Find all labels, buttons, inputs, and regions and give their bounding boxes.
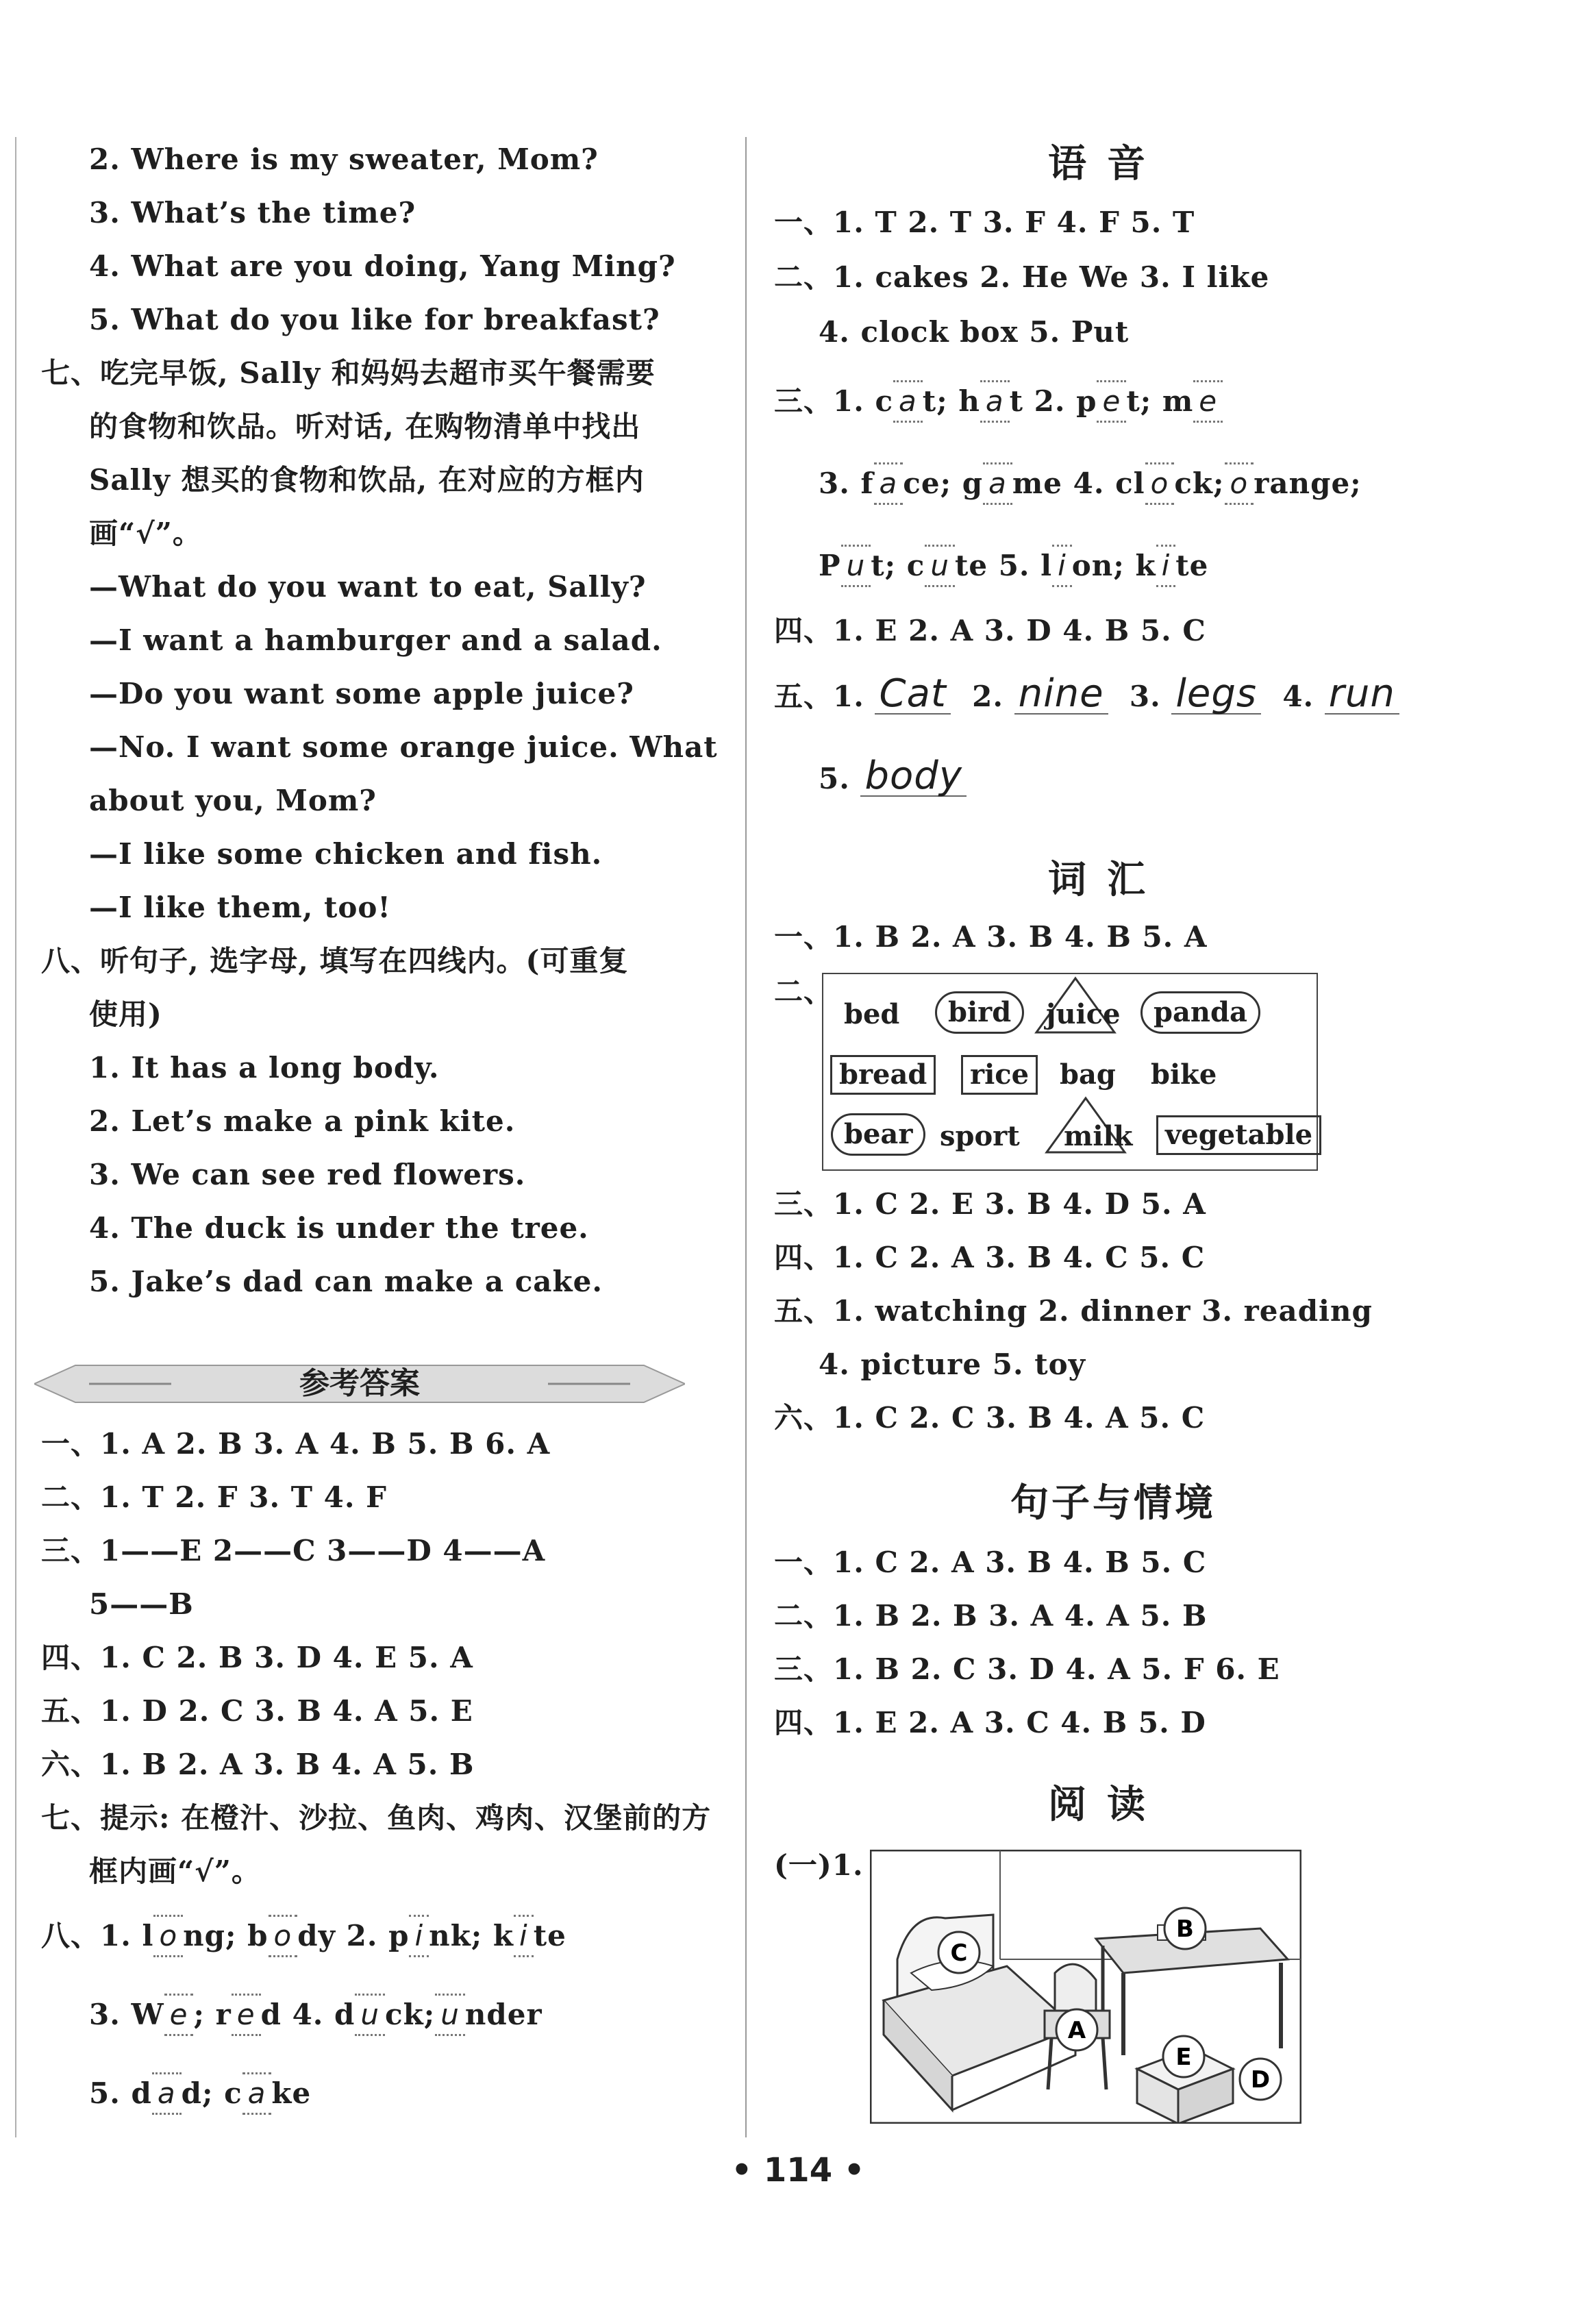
listening-line: 5. What do you like for breakfast?: [89, 303, 660, 336]
vocab-line: 二、: [774, 975, 834, 1008]
vocab-line: 六、1. C 2. C 3. B 4. A 5. C: [774, 1401, 1206, 1435]
phonics-text: t 2. p: [1009, 384, 1097, 418]
phonics-text: ck;: [1174, 467, 1225, 500]
vocab-title: 词汇: [1048, 858, 1166, 902]
q8-fill: e: [164, 1994, 194, 2036]
phonics-fill: a: [980, 380, 1010, 423]
q8-fill: a: [152, 2072, 182, 2115]
listening-line: 2. Where is my sweater, Mom?: [89, 142, 599, 176]
answer-q8-row3: [89, 2072, 311, 2115]
answer-line: 七、提示: 在橙汁、沙拉、鱼肉、鸡肉、汉堡前的方: [41, 1801, 712, 1835]
q8-text: d; c: [181, 2076, 242, 2110]
vocab-word-triangled: milk: [1064, 1120, 1133, 1152]
sentences-line: 一、1. C 2. A 3. B 4. B 5. C: [774, 1546, 1207, 1579]
q8-text: dy 2. p: [297, 1919, 410, 1952]
reading-line: (一)1.: [774, 1848, 864, 1882]
q8-fill: e: [232, 1994, 261, 2036]
room-illustration: [870, 1850, 1301, 2124]
label-d: D: [1250, 2066, 1271, 2094]
answer-q8-row2: [89, 1994, 543, 2036]
listening-line: 4. What are you doing, Yang Ming?: [89, 249, 676, 283]
phonics-fill: e: [1193, 380, 1223, 423]
phonics-fill: o: [1145, 462, 1175, 505]
sentences-line: 四、1. E 2. A 3. C 4. B 5. D: [774, 1706, 1206, 1739]
answers-title: 参考答案: [299, 1366, 420, 1401]
q8-text: ck;: [385, 1998, 436, 2031]
sentences-line: 二、1. B 2. B 3. A 4. A 5. B: [774, 1599, 1208, 1633]
answer-line: 一、1. A 2. B 3. A 4. B 5. B 6. A: [41, 1427, 551, 1461]
listening-line: —No. I want some orange juice. What: [89, 730, 718, 764]
q8-fill: u: [355, 1994, 385, 2036]
phonics-text: 3.: [1129, 680, 1161, 713]
phonics-line: 二、1. cakes 2. He We 3. I like: [774, 260, 1270, 294]
phonics-text: te: [1175, 549, 1209, 582]
phonics-text: t; h: [922, 384, 980, 418]
vocab-word-circled: bear: [831, 1113, 925, 1156]
vocab-word: bed: [844, 998, 900, 1030]
answer-line: 五、1. D 2. C 3. B 4. A 5. E: [41, 1694, 473, 1728]
phonics-q3-row2: [819, 462, 1362, 505]
listening-line: —What do you want to eat, Sally?: [89, 570, 647, 604]
phonics-fill: u: [925, 545, 955, 587]
q8-text: te: [533, 1919, 566, 1952]
label-e: E: [1175, 2044, 1192, 2071]
phonics-line: 4. clock box 5. Put: [819, 315, 1130, 349]
label-b: B: [1176, 1915, 1194, 1943]
vocab-line: 一、1. B 2. A 3. B 4. B 5. A: [774, 920, 1208, 954]
vocab-word-triangled: juice: [1046, 998, 1121, 1030]
handwritten-answer: run: [1325, 675, 1399, 715]
q8-text: 5. d: [89, 2076, 152, 2110]
phonics-text: 5.: [819, 762, 850, 795]
phonics-line: 四、1. E 2. A 3. D 4. B 5. C: [774, 614, 1206, 647]
vocab-line: 四、1. C 2. A 3. B 4. C 5. C: [774, 1241, 1206, 1274]
phonics-fill: e: [1097, 380, 1126, 423]
listening-line: 1. It has a long body.: [89, 1051, 440, 1084]
listening-line: 4. The duck is under the tree.: [89, 1211, 589, 1245]
answer-line: 四、1. C 2. B 3. D 4. E 5. A: [41, 1641, 473, 1674]
reading-title: 阅读: [1048, 1783, 1166, 1827]
vocab-word: bag: [1060, 1058, 1116, 1091]
phonics-text: range;: [1254, 467, 1362, 500]
phonics-text: P: [819, 549, 841, 582]
sentences-title: 句子与情境: [1010, 1481, 1216, 1526]
phonics-title: 语音: [1048, 142, 1166, 186]
phonics-text: 三、1. c: [774, 384, 894, 418]
phonics-text: ce; g: [903, 467, 984, 500]
phonics-fill: a: [874, 462, 903, 505]
listening-line: 七、吃完早饭, Sally 和妈妈去超市买午餐需要: [41, 356, 656, 390]
vocab-word: sport: [940, 1120, 1020, 1152]
answer-line: 二、1. T 2. F 3. T 4. F: [41, 1480, 387, 1514]
answer-line: 三、1——E 2——C 3——D 4——A: [41, 1534, 546, 1567]
phonics-text: on; k: [1071, 549, 1156, 582]
listening-line: 2. Let’s make a pink kite.: [89, 1104, 516, 1138]
phonics-q5-row1: [774, 671, 1399, 716]
answer-line: 5——B: [89, 1587, 194, 1621]
phonics-q3-row1: [774, 380, 1223, 423]
label-c: C: [950, 1939, 968, 1967]
phonics-fill: o: [1225, 462, 1254, 505]
q8-text: 3. W: [89, 1998, 164, 2031]
phonics-fill: a: [893, 380, 923, 423]
q8-fill: i: [409, 1915, 429, 1957]
phonics-text: 4.: [1282, 680, 1314, 713]
vocab-word-boxed: bread: [830, 1055, 936, 1095]
listening-line: 的食物和饮品。听对话, 在购物清单中找出: [89, 410, 641, 443]
phonics-fill: i: [1052, 545, 1072, 587]
vocab-word-circled: panda: [1140, 991, 1260, 1034]
listening-line: 画“√”。: [89, 517, 202, 550]
phonics-q5-row2: [819, 754, 967, 798]
listening-line: —I like some chicken and fish.: [89, 837, 603, 871]
phonics-text: t; c: [871, 549, 925, 582]
left-margin-line: [15, 137, 16, 2137]
q8-text: ke: [271, 2076, 312, 2110]
q8-text: ng; b: [183, 1919, 269, 1952]
phonics-q3-row3: [819, 545, 1208, 587]
answer-line: 六、1. B 2. A 3. B 4. A 5. B: [41, 1748, 475, 1781]
phonics-text: t; m: [1126, 384, 1194, 418]
q8-text: nder: [464, 1998, 543, 2031]
vocab-word-circled: bird: [935, 991, 1024, 1034]
phonics-fill: u: [841, 545, 871, 587]
listening-line: about you, Mom?: [89, 784, 377, 817]
handwritten-answer: nine: [1014, 675, 1108, 715]
q8-fill: o: [269, 1915, 298, 1957]
label-a: A: [1067, 2017, 1086, 2044]
listening-line: 3. We can see red flowers.: [89, 1158, 526, 1191]
answer-q8-row1: [41, 1915, 566, 1957]
vocab-word-boxed: rice: [961, 1055, 1038, 1095]
phonics-fill: a: [983, 462, 1012, 505]
phonics-line: 一、1. T 2. T 3. F 4. F 5. T: [774, 206, 1195, 239]
q8-fill: u: [435, 1994, 465, 2036]
vocab-word-boxed: vegetable: [1156, 1115, 1321, 1155]
sentences-line: 三、1. B 2. C 3. D 4. A 5. F 6. E: [774, 1652, 1280, 1686]
q8-text: d 4. d: [260, 1998, 356, 2031]
listening-line: Sally 想买的食物和饮品, 在对应的方框内: [89, 463, 645, 497]
phonics-text: 2.: [972, 680, 1003, 713]
listening-line: 3. What’s the time?: [89, 196, 416, 229]
q8-fill: o: [153, 1915, 183, 1957]
phonics-text: 五、1.: [774, 680, 864, 713]
q8-text: nk; k: [429, 1919, 514, 1952]
column-divider: [745, 137, 747, 2137]
listening-line: 5. Jake’s dad can make a cake.: [89, 1265, 603, 1298]
handwritten-answer: body: [860, 757, 967, 797]
handwritten-answer: Cat: [875, 675, 950, 715]
page-number: • 114 •: [731, 2151, 865, 2189]
phonics-text: te 5. l: [954, 549, 1053, 582]
vocab-line: 三、1. C 2. E 3. B 4. D 5. A: [774, 1187, 1206, 1221]
answer-line: 框内画“√”。: [89, 1854, 261, 1888]
listening-line: —I want a hamburger and a salad.: [89, 623, 662, 657]
vocab-line: 五、1. watching 2. dinner 3. reading: [774, 1294, 1373, 1328]
phonics-text: me 4. cl: [1012, 467, 1145, 500]
q8-fill: i: [514, 1915, 534, 1957]
listening-line: —I like them, too!: [89, 891, 391, 924]
listening-line: 使用): [89, 997, 162, 1031]
q8-fill: a: [242, 2072, 272, 2115]
q8-prefix: 八、1. l: [41, 1919, 154, 1952]
listening-line: —Do you want some apple juice?: [89, 677, 634, 710]
listening-line: 八、听句子, 选字母, 填写在四线内。(可重复: [41, 944, 629, 978]
q8-text: ; r: [193, 1998, 232, 2031]
vocab-line: 4. picture 5. toy: [819, 1348, 1086, 1381]
handwritten-answer: legs: [1171, 675, 1261, 715]
vocab-word: bike: [1151, 1058, 1217, 1091]
phonics-fill: i: [1156, 545, 1176, 587]
phonics-text: 3. f: [819, 467, 874, 500]
